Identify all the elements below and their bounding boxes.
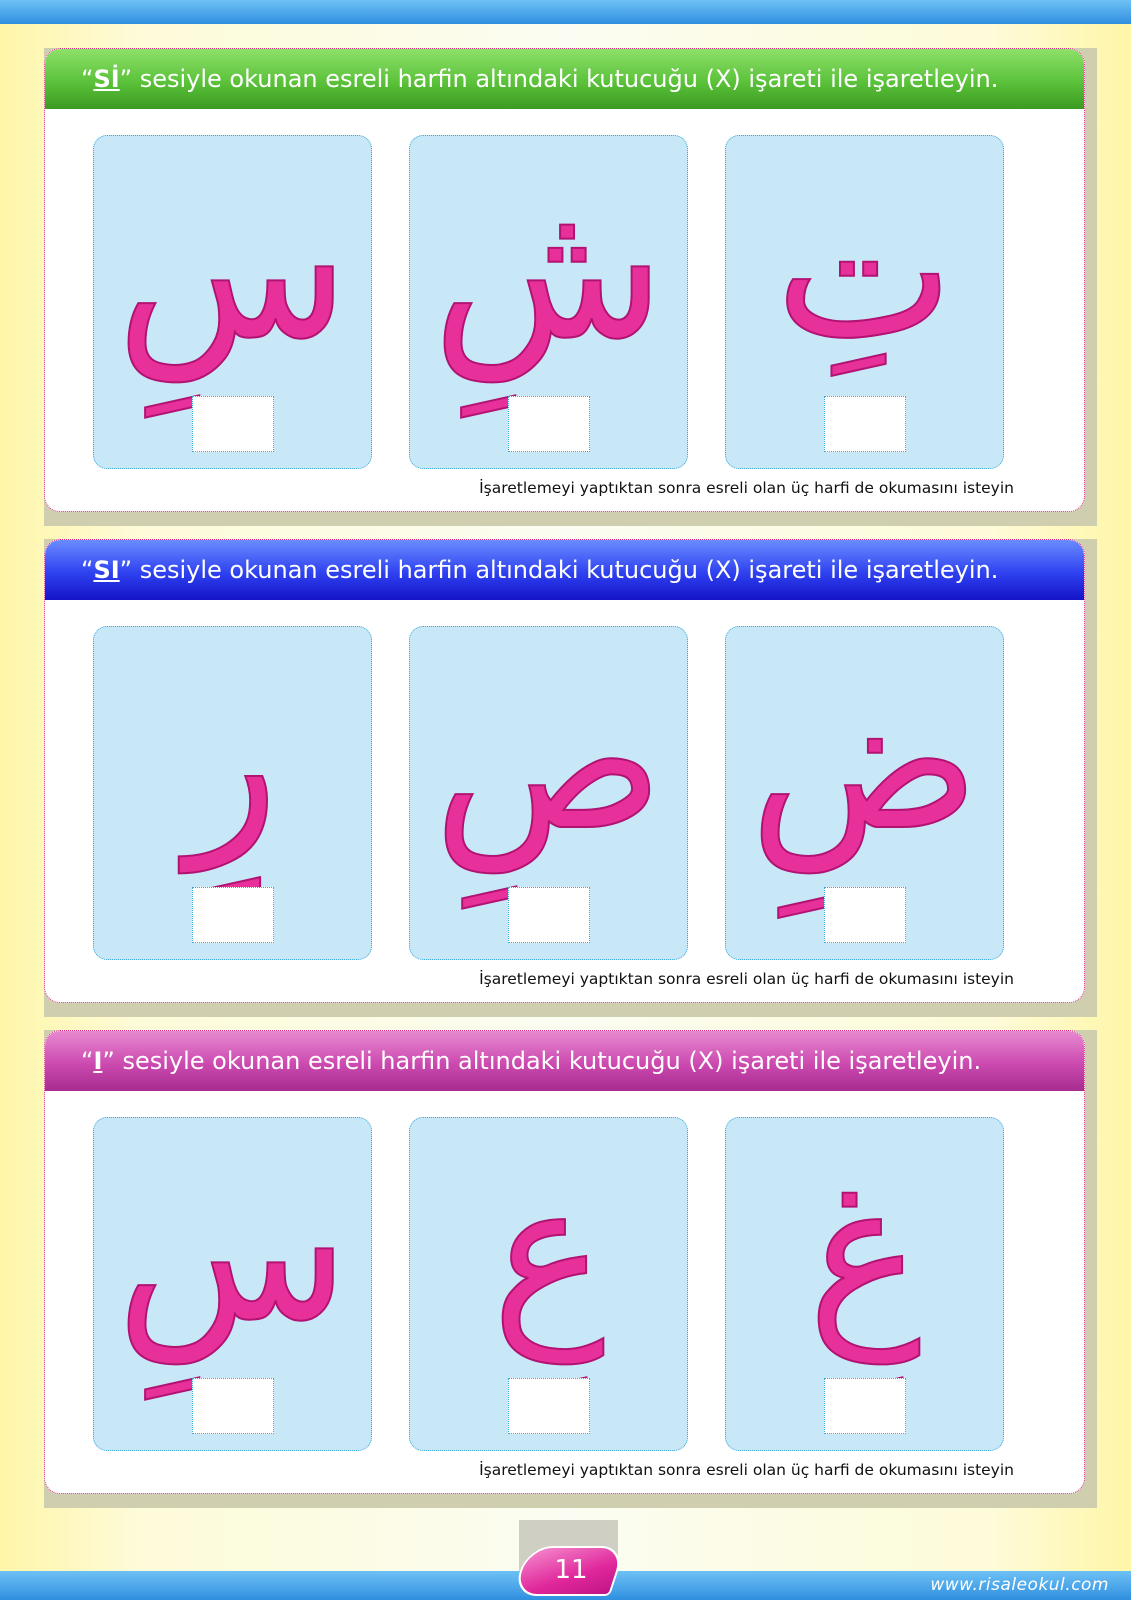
letter-tile [409,626,688,960]
exercise-card [44,48,1085,512]
teacher-note: İşaretlemeyi yaptıktan sonra esreli olan üç harfi de okumasını isteyin [479,1461,1014,1479]
letter-tile [409,135,688,469]
letter-tile [725,135,1004,469]
teacher-note: İşaretlemeyi yaptıktan sonra esreli olan üç harfi de okumasını isteyin [479,970,1014,988]
arabic-letter: ضِ [749,651,980,872]
exercise-card [44,1030,1085,1494]
letter-tile [409,1117,688,1451]
exercise-section-2 [44,539,1097,1017]
arabic-letter: تِ [775,160,954,381]
top-bar [0,0,1131,24]
exercise-section-1 [44,48,1097,526]
exercise-section-3 [44,1030,1097,1508]
exercise-card [44,539,1085,1003]
letter-tile [93,135,372,469]
arabic-letter: شِ [432,160,665,381]
arabic-letter: عِ [491,1142,606,1363]
letter-tile [93,1117,372,1451]
answer-checkbox[interactable] [824,1378,906,1434]
arabic-letter: غِ [807,1142,922,1363]
teacher-note: İşaretlemeyi yaptıktan sonra esreli olan üç harfi de okumasını isteyin [479,479,1014,497]
syllable: Sİ [93,65,120,93]
answer-checkbox[interactable] [824,396,906,452]
arabic-letter: رِ [186,651,279,872]
page-number: 11 [554,1555,588,1585]
letter-tile [725,1117,1004,1451]
instruction-header [45,1031,1084,1091]
syllable: SI [93,556,120,584]
letter-tile [93,626,372,960]
answer-checkbox[interactable] [192,1378,274,1434]
instruction-text: ” sesiyle okunan esreli harfin altındaki kutucuğu (X) işareti ile işaretleyin. [119,556,999,584]
answer-checkbox[interactable] [192,396,274,452]
arabic-letter: سِ [116,160,349,381]
website-link[interactable]: www.risaleokul.com [930,1575,1109,1595]
arabic-letter: سِ [116,1142,349,1363]
syllable: I [93,1047,103,1075]
answer-checkbox[interactable] [824,887,906,943]
answer-checkbox[interactable] [192,887,274,943]
answer-checkbox[interactable] [508,396,590,452]
open-quote: “ [81,1047,94,1075]
open-quote: “ [81,556,94,584]
instruction-text: ” sesiyle okunan esreli harfin altındaki kutucuğu (X) işareti ile işaretleyin. [119,65,999,93]
instruction-header [45,49,1084,109]
instruction-text: ” sesiyle okunan esreli harfin altındaki kutucuğu (X) işareti ile işaretleyin. [102,1047,982,1075]
instruction-header [45,540,1084,600]
answer-checkbox[interactable] [508,1378,590,1434]
open-quote: “ [81,65,94,93]
answer-checkbox[interactable] [508,887,590,943]
letter-tile [725,626,1004,960]
arabic-letter: صِ [433,651,664,872]
